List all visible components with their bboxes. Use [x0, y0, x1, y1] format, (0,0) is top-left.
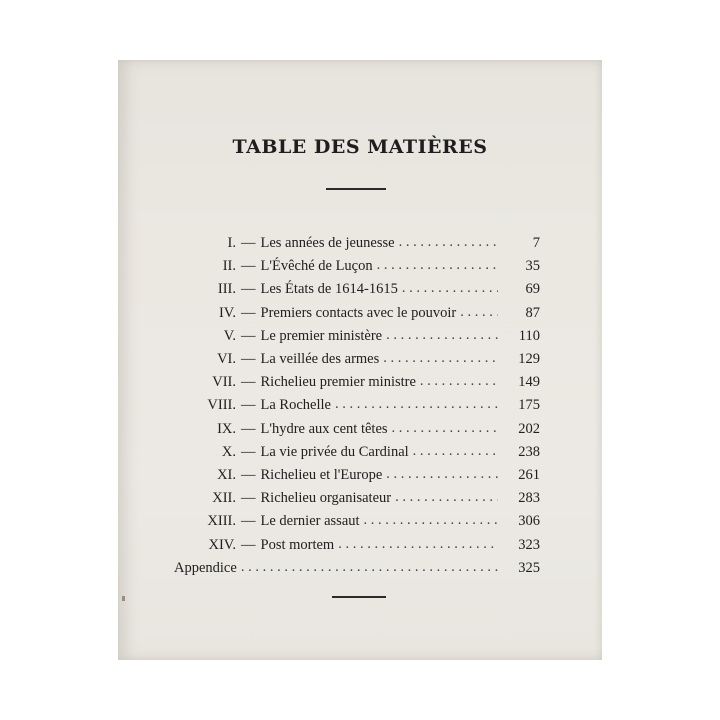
chapter-number: VIII. [207, 397, 236, 414]
page-number: 202 [518, 420, 540, 437]
chapter-dash: — [241, 490, 256, 507]
page-number: 129 [518, 351, 540, 368]
chapter-number: V. [223, 327, 236, 344]
dot-leader [392, 420, 498, 437]
page-number: 306 [518, 513, 540, 530]
chapter-number: IX. [217, 420, 236, 437]
chapter-title: La vie privée du Cardinal [260, 443, 409, 460]
chapter-title: Richelieu organisateur [260, 490, 392, 507]
toc-entry [174, 302, 540, 325]
dot-leader [383, 350, 498, 367]
dot-leader [399, 234, 498, 251]
page-number: 261 [518, 466, 540, 483]
chapter-title: Premiers contacts avec le pouvoir [260, 304, 457, 321]
chapter-number: IV. [218, 304, 236, 321]
toc-entry [174, 394, 540, 417]
chapter-number: I. [227, 235, 236, 252]
chapter-dash: — [241, 536, 256, 553]
appendix-title: Appendice [174, 559, 237, 576]
chapter-number: II. [222, 258, 236, 275]
toc-entry [174, 325, 540, 348]
chapter-number: III. [217, 281, 236, 298]
toc-entry-appendix [174, 557, 540, 580]
dot-leader [364, 512, 498, 529]
page-number: 35 [525, 258, 540, 275]
dot-leader [402, 280, 498, 297]
toc-entry [174, 533, 540, 556]
chapter-dash: — [241, 304, 256, 321]
page-number: 110 [518, 327, 540, 344]
title-rule [326, 188, 386, 190]
toc-entry [174, 232, 540, 255]
dot-leader [386, 327, 498, 344]
chapter-number: XIV. [208, 536, 236, 553]
dot-leader [420, 373, 498, 390]
chapter-dash: — [241, 235, 256, 252]
page-number: 69 [525, 281, 540, 298]
chapter-title: L'hydre aux cent têtes [260, 420, 388, 437]
page-number: 7 [532, 235, 540, 252]
dot-leader [338, 536, 498, 553]
chapter-title: Le premier ministère [260, 327, 383, 344]
chapter-dash: — [241, 327, 256, 344]
page-number: 325 [518, 559, 540, 576]
chapter-title: Les années de jeunesse [260, 235, 395, 252]
chapter-number: VII. [212, 374, 236, 391]
chapter-dash: — [241, 420, 256, 437]
chapter-dash: — [241, 397, 256, 414]
toc-entry [174, 441, 540, 464]
toc-entry [174, 487, 540, 510]
chapter-dash: — [241, 513, 256, 530]
toc-entry [174, 418, 540, 441]
chapter-number: XIII. [207, 513, 236, 530]
dot-leader [386, 466, 498, 483]
page-number: 323 [518, 536, 540, 553]
chapter-dash: — [241, 351, 256, 368]
page-number: 149 [518, 374, 540, 391]
toc-entry [174, 255, 540, 278]
chapter-title: Richelieu premier ministre [260, 374, 416, 391]
chapter-number: XII. [212, 490, 236, 507]
chapter-title: La Rochelle [260, 397, 331, 414]
chapter-title: La veillée des armes [260, 351, 380, 368]
toc-entry [174, 464, 540, 487]
chapter-title: Les États de 1614-1615 [260, 281, 398, 298]
end-rule [332, 596, 386, 598]
chapter-number: X. [221, 443, 236, 460]
chapter-dash: — [241, 281, 256, 298]
dot-leader [241, 559, 498, 576]
dot-leader [413, 443, 498, 460]
dot-leader [395, 489, 498, 506]
chapter-title: Richelieu et l'Europe [260, 466, 383, 483]
toc-entry [174, 371, 540, 394]
chapter-number: XI. [217, 466, 236, 483]
chapter-dash: — [241, 258, 256, 275]
chapter-title: Le dernier assaut [260, 513, 360, 530]
dot-leader [335, 396, 498, 413]
chapter-title: L'Évêché de Luçon [260, 258, 373, 275]
page-number: 175 [518, 397, 540, 414]
dot-leader [460, 304, 498, 321]
paper-blemish [122, 596, 125, 601]
page-number: 87 [525, 304, 540, 321]
toc-entry [174, 510, 540, 533]
table-of-contents [174, 232, 540, 580]
chapter-dash: — [241, 374, 256, 391]
page-number: 283 [518, 490, 540, 507]
toc-entry [174, 278, 540, 301]
toc-entry [174, 348, 540, 371]
chapter-number: VI. [217, 351, 236, 368]
chapter-dash: — [241, 443, 256, 460]
page-number: 238 [518, 443, 540, 460]
page-title: TABLE DES MATIÈRES [232, 136, 488, 158]
book-page [118, 60, 602, 660]
chapter-title: Post mortem [260, 536, 335, 553]
dot-leader [377, 257, 498, 274]
chapter-dash: — [241, 466, 256, 483]
